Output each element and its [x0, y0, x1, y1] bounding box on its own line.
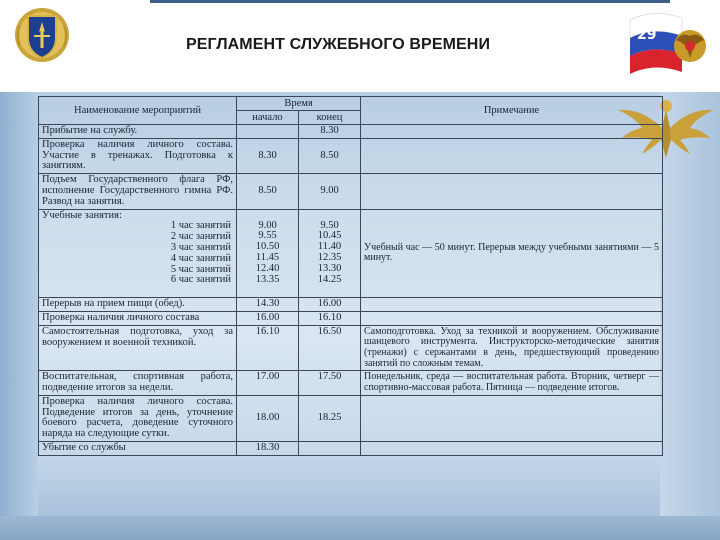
lesson-start: 13.35 [255, 273, 280, 285]
row-start: 18.30 [237, 441, 299, 455]
lessons-activity [39, 209, 237, 298]
lesson-name: 3 час занятий [170, 241, 231, 253]
table-row-lessons [39, 209, 663, 298]
row-activity: Самостоятельная подготовка, уход за вооружением и военной техникой. [39, 325, 237, 370]
lesson-end: 11.40 [317, 241, 342, 253]
row-start: 8.50 [237, 174, 299, 209]
row-activity: Перерыв на прием пищи (обед). [39, 298, 237, 312]
lesson-start: 11.45 [255, 251, 280, 263]
table-row [39, 325, 663, 370]
row-end: 17.50 [299, 371, 361, 396]
row-note [361, 298, 663, 312]
lesson-name: 2 час занятий [170, 231, 231, 243]
row-note [361, 138, 663, 173]
row-start [237, 125, 299, 139]
lesson-end: 10.45 [317, 230, 342, 242]
header-note: Примечание [361, 97, 663, 125]
row-activity: Прибытие на службу. [39, 125, 237, 139]
header-top-line [150, 0, 670, 3]
row-note [361, 125, 663, 139]
row-start: 14.30 [237, 298, 299, 312]
row-activity: Убытие со службы [39, 441, 237, 455]
lesson-name: 5 час занятий [170, 263, 231, 275]
row-note [361, 441, 663, 455]
lesson-start: 9.00 [258, 219, 277, 231]
lesson-start: 10.50 [255, 241, 280, 253]
table-row [39, 298, 663, 312]
row-end: 16.10 [299, 311, 361, 325]
header-start: начало [237, 111, 299, 125]
row-start: 8.30 [237, 138, 299, 173]
row-note: Понедельник, среда — воспитательная работа. Вторник, четверг — спортивно-массовая работа. Пятница — подведение итогов. [361, 371, 663, 396]
row-end [299, 441, 361, 455]
table-row [39, 371, 663, 396]
row-end: 8.30 [299, 125, 361, 139]
table-row [39, 441, 663, 455]
row-activity: Воспитательная, спортивная работа, подведение итогов за недели. [39, 371, 237, 396]
row-note [361, 395, 663, 441]
table-row [39, 174, 663, 209]
lesson-name: 1 час занятий [170, 220, 231, 232]
page-title: РЕГЛАМЕНТ СЛУЖЕБНОГО ВРЕМЕНИ [186, 36, 491, 53]
lessons-spacer [42, 286, 233, 296]
lesson-end: 14.25 [317, 273, 342, 285]
row-activity: Проверка наличия личного состава. Подведение итогов за день, уточнение боевого расчета, доведение суточного наряда на следующие сутки. [39, 395, 237, 441]
row-activity: Проверка наличия личного состава. Участие в тренажах. Подготовка к занятиям. [39, 138, 237, 173]
row-note [361, 311, 663, 325]
table-row [39, 311, 663, 325]
row-note [361, 174, 663, 209]
lessons-end [299, 209, 361, 298]
row-end: 16.00 [299, 298, 361, 312]
table-row [39, 125, 663, 139]
header-activity: Наименование мероприятий [39, 97, 237, 125]
slide-number: 29 [637, 27, 657, 43]
header-end: конец [299, 111, 361, 125]
shield-emblem-icon [14, 2, 70, 68]
row-end: 18.25 [299, 395, 361, 441]
row-start: 16.00 [237, 311, 299, 325]
row-end: 16.50 [299, 325, 361, 370]
lesson-name: 6 час занятий [170, 274, 231, 286]
row-start: 17.00 [237, 371, 299, 396]
background-left-band [0, 92, 38, 540]
slide-footer-band [0, 516, 720, 540]
row-activity: Проверка наличия личного состава [39, 311, 237, 325]
lessons-note: Учебный час — 50 минут. Перерыв между учебными занятиями — 5 минут. [361, 209, 663, 298]
lesson-end: 12.35 [317, 251, 342, 263]
table-row [39, 138, 663, 173]
slide-header [0, 0, 720, 92]
flag-eagle-emblem-icon [624, 6, 716, 88]
row-start: 18.00 [237, 395, 299, 441]
lesson-end: 13.30 [317, 262, 342, 274]
lesson-name: 4 час занятий [170, 252, 231, 264]
table-row [39, 395, 663, 441]
row-end: 8.50 [299, 138, 361, 173]
row-note: Самоподготовка. Уход за техникой и вооружением. Обслуживание шанцевого инструмента. Инструкторско-методические занятия (тренажи) с сержантами в день, предшествующий проведению занятий по сложным темам. [361, 325, 663, 370]
lessons-start [237, 209, 299, 298]
lesson-end: 9.50 [320, 219, 339, 231]
lesson-start: 12.40 [255, 262, 280, 274]
lessons-title: Учебные занятия: [42, 209, 122, 221]
row-end: 9.00 [299, 174, 361, 209]
row-start: 16.10 [237, 325, 299, 370]
lesson-start: 9.55 [258, 230, 277, 242]
row-activity: Подъем Государственного флага РФ, исполнение Государственного гимна РФ. Развод на занятия. [39, 174, 237, 209]
header-time: Время [237, 97, 361, 111]
schedule-table [38, 96, 662, 500]
